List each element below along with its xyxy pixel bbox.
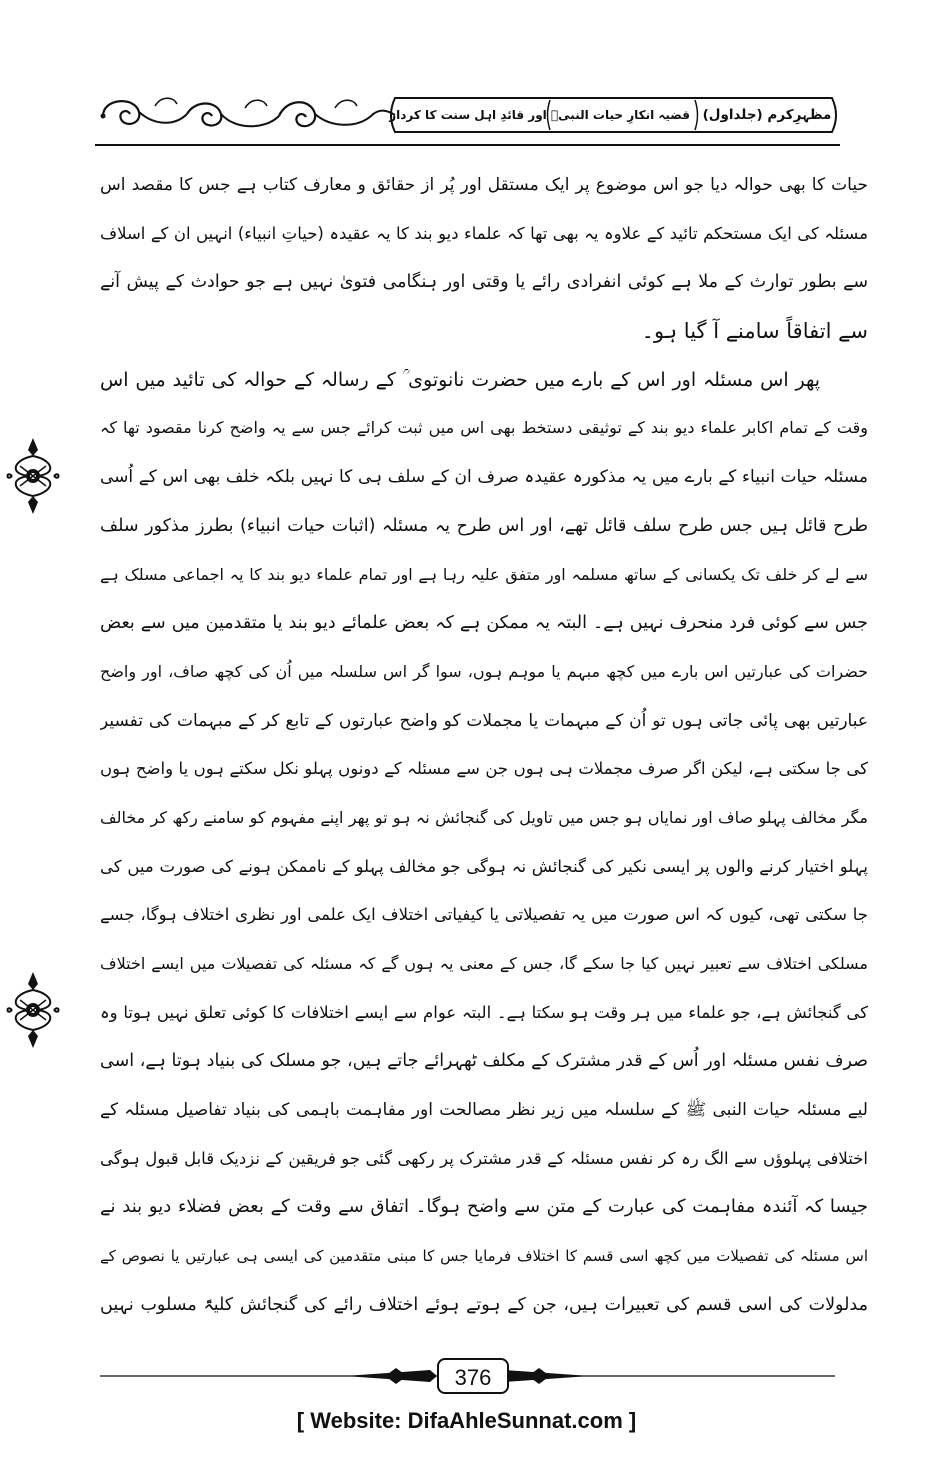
text-line: وقت کے تمام اکابر علماء دیو بند کے توثیقی دستخط بھی اس میں ثبت کرائے جس سے یہ واضح کرنا مقصود تھا کہ: [100, 418, 868, 438]
paragraph: [100, 356, 868, 1330]
website-link[interactable]: [ Website: DifaAhleSunnat.com ]: [296, 1408, 637, 1433]
text-line: کی گنجائش ہے، جو علماء میں ہر وقت ہو سکتا ہے۔ البتہ عوام سے ایسے اختلافات کا کوئی تعلق نہیں ہوتا وہ: [100, 1002, 868, 1022]
text-line: مسلکی اختلاف سے تعبیر نہیں کیا جا سکے گا، جس کے معنی یہ ہوں گے کہ مسئلہ کی تفصیلات میں ایسے اختلاف: [100, 954, 868, 973]
header-divider: [95, 144, 840, 146]
text-line: جا سکتی تھی، کیوں کہ اس صورت میں یہ تفصیلاتی یا کیفیاتی اختلاف ایک علمی اور نظری اختلاف ہوگا، جسے: [100, 905, 868, 925]
floral-ornament-icon: [4, 970, 62, 1050]
text-line: حیات کا بھی حوالہ دیا جو اس موضوع پر ایک مستقل اور پُر از حقائق و معارف کتاب ہے جس کا مقصد اس: [100, 175, 868, 195]
text-line: طرح قائل ہیں جس طرح سلف قائل تھے، اور اس طرح یہ مسئلہ (اثبات حیات انبیاء) بطرز مذکور سلف: [100, 515, 868, 536]
running-header: [95, 86, 840, 144]
text-line: اس مسئلہ کی تفصیلات میں کچھ اسی قسم کا اختلاف فرمایا جس کا مبنی متقدمین کی ایسی ہی عبارتیں یا نصوص کے: [100, 1247, 868, 1266]
paragraph: [100, 161, 868, 356]
text-line: عبارتیں بھی پائی جاتی ہوں تو اُن کے مبہمات یا مجملات کو واضح عبارتوں کے تابع کر کے مبہمات کی تفسیر: [100, 710, 868, 731]
chapter-title: قضیہ انکارِ حیات النبیؐ اور قائدِ اہل سنت کا کردار: [389, 108, 690, 122]
text-line: سے بطور توارث کے ملا ہے کوئی انفرادی رائے یا وقتی اور ہنگامی فتویٰ نہیں ہے جو حوادث کے پیش آنے: [100, 272, 868, 293]
page-body: [100, 161, 868, 1330]
text-line: حضرات کی عبارتیں اس بارے میں کچھ مبہم یا موہم ہوں، سوا گر اس سلسلہ میں اُن کی کچھ صاف، اور واضح: [100, 661, 868, 681]
floral-ornament-icon: [4, 436, 62, 516]
text-line: مسئلہ کی ایک مستحکم تائید کے علاوہ یہ بھی تھا کہ علماء دیو بند کا یہ عقیدہ (حیاتِ انبیاء) انہیں ان کے اسلاف: [100, 223, 868, 243]
book-title: مظہرِکرم (جلداول): [702, 107, 832, 123]
text-line: سے لے کر خلف تک یکسانی کے ساتھ مسلمہ اور متفق علیہ رہا ہے اور تمام علماء دیو بند کا یہ اجماعی مسلک ہے: [100, 564, 868, 584]
text-line: مدلولات کی اسی قسم کی تعبیرات ہیں، جن کے ہوتے ہوئے اختلاف رائے کی گنجائش کلیۃً مسلوب نہیں: [100, 1294, 868, 1315]
text-line: صرف نفس مسئلہ اور اُس کے قدر مشترک کے مکلف ٹھہرائے جاتے ہیں، جو مسلک کی بنیاد ہوتا ہے، اسی: [100, 1051, 868, 1072]
text-line: پھر اس مسئلہ اور اس کے بارے میں حضرت نانوتوی ؒ کے رسالہ کے حوالہ کی تائید میں اس: [100, 368, 820, 391]
text-line: لیے مسئلہ حیات النبی ﷺ کے سلسلہ میں زیر نظر مصالحت اور مفاہمت باہمی کی بنیاد تفاصیل مسئلہ کے: [100, 1100, 868, 1121]
text-line: جیسا کہ آئندہ مفاہمت کی عبارت کے متن سے واضح ہوگا۔ اتفاق سے وقت کے بعض فضلاء دیو بند نے: [100, 1196, 868, 1218]
text-line: مسئلہ حیات انبیاء کے بارے میں یہ مذکورہ عقیدہ صرف ان کے سلف ہی کا نہیں بلکہ خلف بھی اس کے اُسی: [100, 467, 868, 488]
text-line: اختلافی پہلوؤں سے الگ رہ کر نفس مسئلہ کے قدر مشترک پر رکھی گئی جو فریقین کے نزدیک قابل قبول ہوگی: [100, 1148, 868, 1168]
text-line: مگر مخالف پہلو صاف اور نمایاں ہو جس میں تاویل کی گنجائش نہ ہو تو پھر اپنے مفہوم کو سامنے رکھ کر مخالف: [100, 807, 868, 827]
text-line: پہلو اختیار کرنے والوں پر ایسی نکیر کی گنجائش نہ ہوگی جو مخالف پہلو کے ناممکن ہونے کی صورت میں کی: [100, 856, 868, 876]
text-line: جس سے کوئی فرد منحرف نہیں ہے۔ البتہ یہ ممکن ہے کہ بعض علمائے دیو بند یا متقدمین میں سے بعض: [100, 613, 868, 634]
text-line: سے اتفاقاً سامنے آ گیا ہو۔: [641, 319, 868, 344]
page-number: 376: [437, 1358, 509, 1394]
text-line: کی جا سکتی ہے، لیکن اگر صرف مجملات ہی ہوں جن سے مسئلہ کے دونوں پہلو نکل سکتے ہوں یا واضح ہوں: [100, 759, 868, 779]
